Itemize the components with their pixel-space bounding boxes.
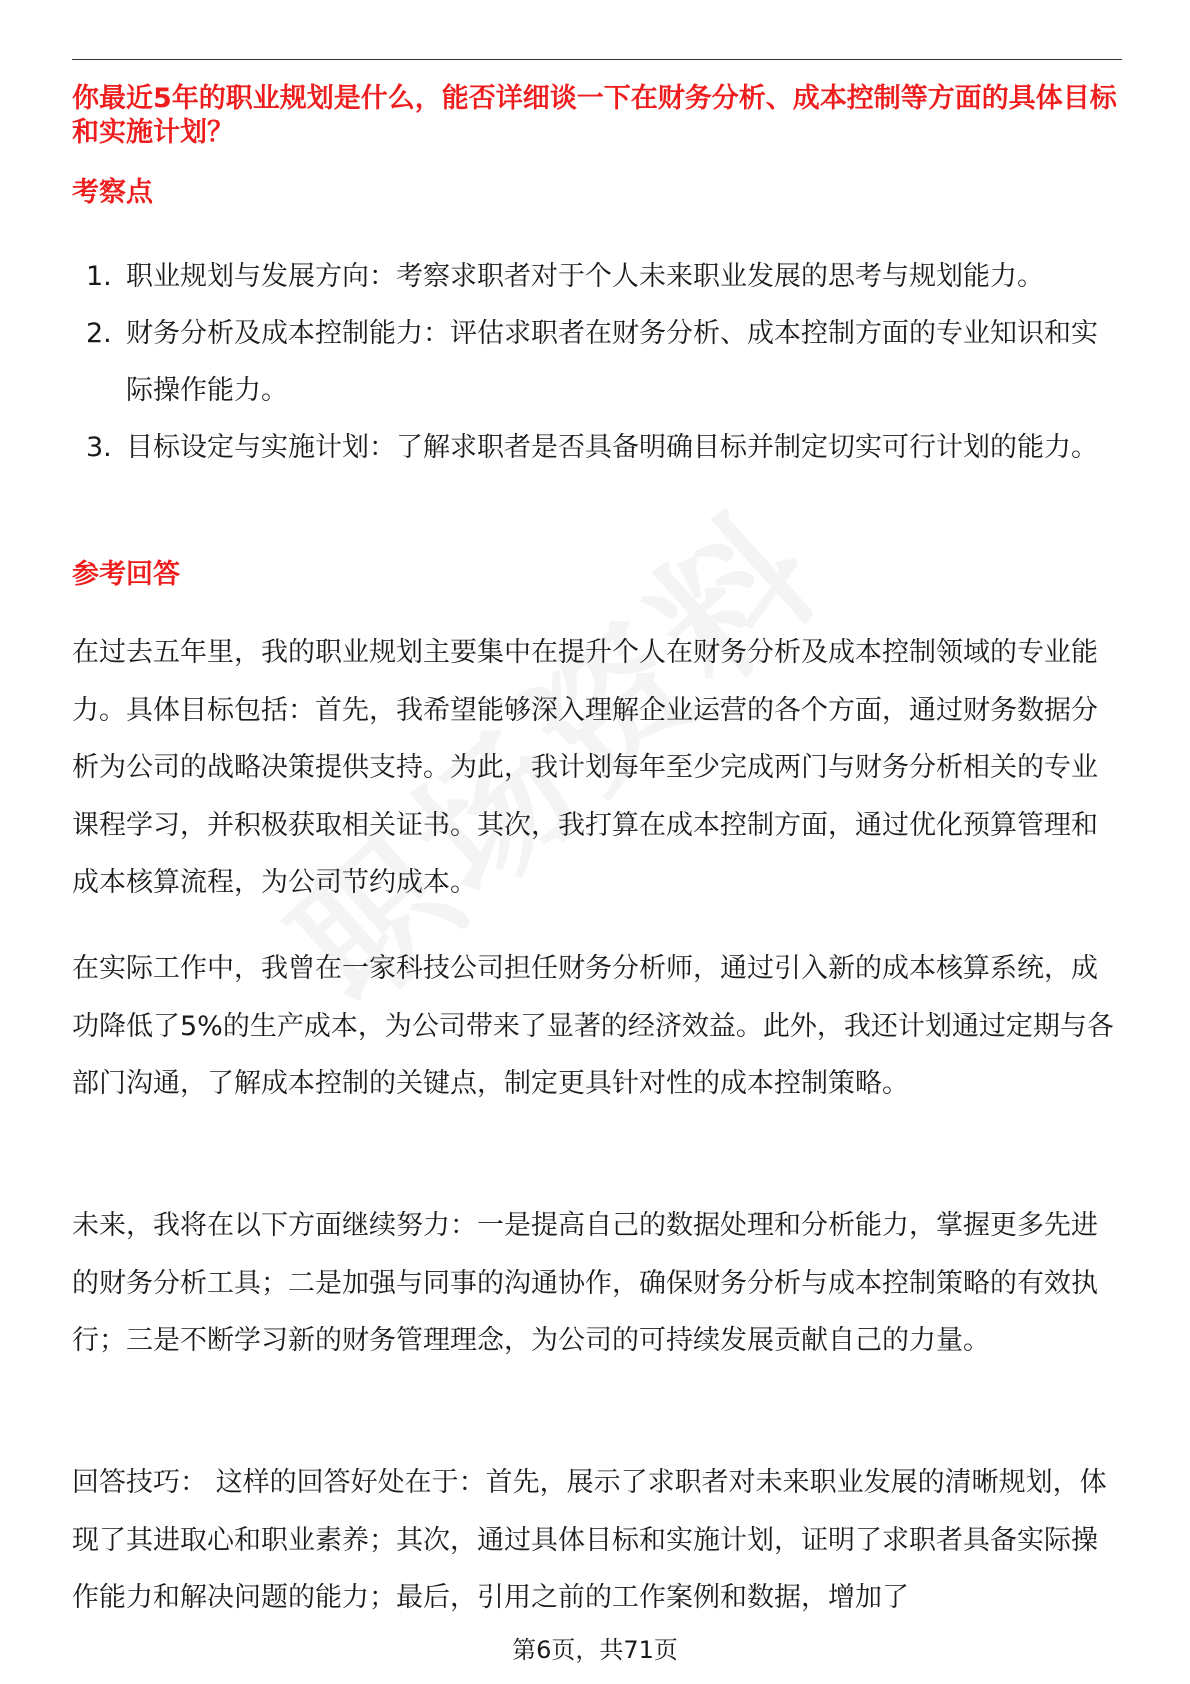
question-title: 你最近5年的职业规划是什么，能否详细谈一下在财务分析、成本控制等方面的具体目标和实施计划？ [72, 83, 1117, 148]
answer-paragraph: 未来，我将在以下方面继续努力：一是提高自己的数据处理和分析能力，掌握更多先进的财务分析工具；二是加强与同事的沟通协作，确保财务分析与成本控制策略的有效执行；三是不断学习新的财务管理理念，为公司的可持续发展贡献自己的力量。 [72, 1210, 1098, 1356]
answer-paragraph: 在过去五年里，我的职业规划主要集中在提升个人在财务分析及成本控制领域的专业能力。具体目标包括：首先，我希望能够深入理解企业运营的各个方面，通过财务数据分析为公司的战略决策提供支持。为此，我计划每年至少完成两门与财务分析相关的专业课程学习，并积极获取相关证书。其次，我打算在成本控制方面，通过优化预算管理和成本核算流程，为公司节约成本。 [72, 637, 1098, 898]
point-item [72, 419, 1122, 476]
header-rule [72, 59, 1122, 60]
point-item [72, 248, 1122, 305]
points-list [72, 248, 1122, 476]
point-number: 2. [86, 318, 112, 349]
answer-heading: 参考回答 [72, 559, 180, 590]
answer-tips-paragraph: 回答技巧： 这样的回答好处在于：首先，展示了求职者对未来职业发展的清晰规划，体现了其进取心和职业素养；其次，通过具体目标和实施计划，证明了求职者具备实际操作能力和解决问题的能力；最后，引用之前的工作案例和数据，增加了 [72, 1467, 1107, 1613]
answer-paragraph: 在实际工作中，我曾在一家科技公司担任财务分析师，通过引入新的成本核算系统，成功降低了5%的生产成本，为公司带来了显著的经济效益。此外，我还计划通过定期与各部门沟通，了解成本控制的关键点，制定更具针对性的成本控制策略。 [72, 953, 1114, 1099]
point-number: 1. [86, 261, 112, 292]
points-heading: 考察点 [72, 177, 153, 208]
point-number: 3. [86, 432, 112, 463]
point-text: 职业规划与发展方向：考察求职者对于个人未来职业发展的思考与规划能力。 [126, 261, 1044, 292]
page-number: 第6页，共71页 [512, 1636, 678, 1664]
point-item [72, 305, 1122, 419]
point-text: 财务分析及成本控制能力：评估求职者在财务分析、成本控制方面的专业知识和实际操作能力。 [126, 318, 1098, 406]
point-text: 目标设定与实施计划：了解求职者是否具备明确目标并制定切实可行计划的能力。 [126, 432, 1098, 463]
